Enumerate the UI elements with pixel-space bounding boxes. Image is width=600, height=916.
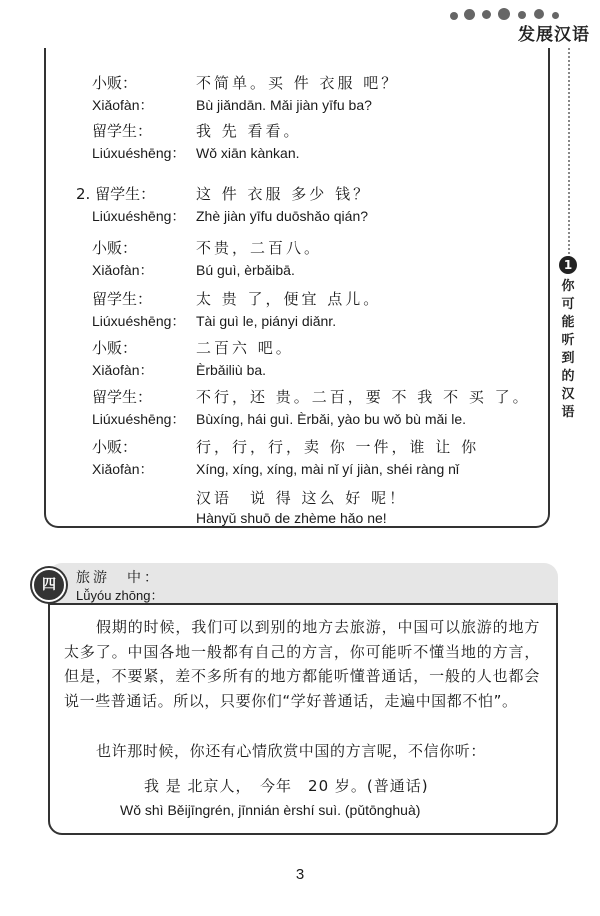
- dialogue-line-zh: 小贩： 行，行，行，卖 你 一件，谁 让 你: [92, 438, 480, 456]
- dialogue-line-zh: 留学生： 太 贵 了，便宜 点儿。: [92, 290, 382, 308]
- dialogue-line-py: Hànyǔ shuō de zhème hǎo ne!: [196, 510, 387, 526]
- dialogue-line-zh: 2. 留学生： 这 件 衣服 多少 钱？: [76, 185, 372, 203]
- dialogue-line-zh: 小贩： 不简单。买 件 衣服 吧？: [92, 74, 400, 92]
- dialogue-line-zh: 汉语 说 得 这么 好 呢！: [196, 489, 408, 507]
- chapter-number-badge: 1: [559, 256, 577, 274]
- reading-paragraph-1: 假期的时候，我们可以到别的地方去旅游，中国可以旅游的地方太多了。中国各地一般都有自己的方言，你可能听不懂当地的方言，但是，不要紧，差不多所有的地方都能听懂普通话，一般的人也都会说一些普通话。所以，只要你们“学好普通话，走遍中国都不怕”。: [64, 618, 540, 710]
- section-number-badge: 四: [32, 568, 66, 602]
- example-sentence-pinyin: Wǒ shì Běijīngrén, jīnnián èrshí suì. (pǔtōnghuà): [120, 802, 421, 818]
- dialogue-line-zh: 小贩： 二百六 吧。: [92, 339, 294, 357]
- page-number: 3: [295, 866, 305, 883]
- dialogue-line-zh: 留学生： 我 先 看看。: [92, 122, 302, 140]
- dialogue-line-py: Liúxuéshēng： Zhè jiàn yīfu duōshǎo qián?: [92, 208, 369, 224]
- example-sentence-zh: 我 是 北京人， 今年 20 岁。(普通话): [144, 777, 429, 795]
- dialogue-line-py: Xiǎofàn： Xíng, xíng, xíng, mài nǐ yí jiàn, shéi ràng nǐ: [92, 461, 460, 477]
- reading-paragraph-2: 也许那时候，你还有心情欣赏中国的方言呢，不信你听：: [96, 742, 487, 760]
- dialogue-line-py: Liúxuéshēng： Wǒ xiān kànkan.: [92, 145, 300, 161]
- book-title: 发展汉语: [518, 25, 590, 45]
- side-dotted-line: [568, 48, 570, 258]
- section-title: 旅游 中：: [76, 570, 161, 586]
- dialogue-line-zh: 小贩： 不贵，二百八。: [92, 239, 323, 257]
- chapter-title-vertical: 你可能听到的汉语: [561, 279, 575, 420]
- dialogue-line-py: Xiǎofàn： Bú guì, èrbǎibā.: [92, 262, 295, 278]
- dialogue-line-py: Liúxuéshēng： Tài guì le, piányi diǎnr.: [92, 313, 337, 329]
- dialogue-line-py: Liúxuéshēng： Bùxíng, hái guì. Èrbǎi, yào bu wǒ bù mǎi le.: [92, 411, 467, 427]
- dialogue-line-zh: 留学生： 不行，还 贵。二百，要 不 我 不 买 了。: [92, 388, 531, 406]
- dialogue-line-py: Xiǎofàn： Èrbǎiliù ba.: [92, 362, 267, 378]
- section-title-pinyin: Lǚyóu zhōng：: [76, 588, 164, 603]
- dialogue-line-py: Xiǎofàn： Bù jiǎndān. Mǎi jiàn yīfu ba?: [92, 97, 372, 113]
